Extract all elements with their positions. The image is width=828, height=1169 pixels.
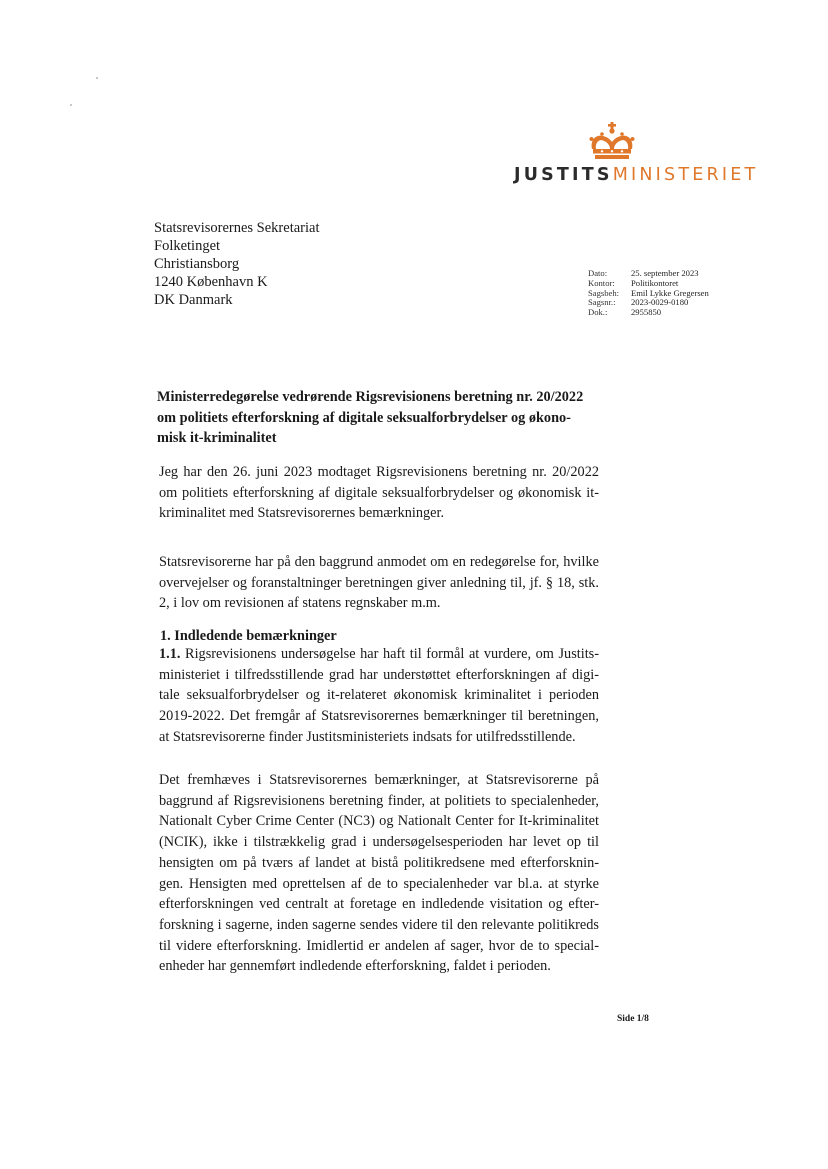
case-info-row-document — [588, 308, 709, 318]
paragraph-purpose-text: Rigsrevisionens undersøgelse har haft til formål at vurdere, om Justits-ministeriet i tilfredsstillende grad har understøttet efterforskningen af digi-tale seksualforbrydelser og it-relateret økonomisk kriminalitet i perioden 2019-2022. Det fremgår af Statsrevisorernes bemærkninger til beretningen, at Statsrevisorerne finder Justitsministeriets indsats for utilfredsstillende. — [159, 646, 599, 745]
case-info-value: 2023-0029-0180 — [631, 297, 689, 308]
address-line: Statsrevisorernes Sekretariat — [154, 220, 320, 236]
case-info-label: Kontor: — [588, 277, 615, 288]
section-heading: 1. Indledende bemærkninger — [160, 628, 337, 644]
page-number: Side 1/8 — [617, 1014, 649, 1024]
document-title: Ministerredegørelse vedrørende Rigsrevisionens beretning nr. 20/2022 om politiets efterforskning af digitale seksualforbrydelser og økono-misk it-kriminalitet — [157, 389, 584, 446]
case-info-label: Dok.: — [588, 307, 608, 318]
case-info-value: Politikontoret — [631, 277, 679, 288]
recipient-address — [154, 219, 319, 309]
paragraph-number: 1.1. — [159, 646, 181, 662]
paragraph-received: Jeg har den 26. juni 2023 modtaget Rigsrevisionens beretning nr. 20/2022 om politiets efterforskning af digitale seksualforbrydelser og økonomisk it-kriminalitet med Statsrevisorernes bemærkninger. — [159, 464, 599, 522]
case-info-block — [588, 269, 709, 318]
case-info-label: Sagsbeh: — [588, 287, 620, 298]
logo-text-part2: MINISTERIET — [612, 165, 759, 185]
address-line: Christiansborg — [154, 256, 240, 272]
address-line: DK Danmark — [154, 292, 233, 308]
case-info-value: 25. september 2023 — [631, 268, 699, 278]
address-line: Folketinget — [154, 238, 221, 254]
paragraph-special-units: Det fremhæves i Statsrevisorernes bemærkninger, at Statsrevisorerne på baggrund af Rigsrevisionens beretning finder, at politiets to specialenheder, Nationalt Cyber Crime Center (NC3) og Nationalt Center for It-kriminalitet (NCIK), ikke i tilstrækkelig grad i undersøgelsesperioden har levet op til hensigten om på tværs af landet at bistå politikredsene med efterforsknin-gen. Hensigten med oprettelsen af de to specialenheder var bl.a. at styrke efterforskningen ved centralt at foretage en indledende visitation og efter-forskning i sagerne, inden sagerne sendes videre til den relevante politikreds til videre efterforskning. Imidlertid er andelen af sager, hvor de to special-enheder har gennemført indledende efterforskning, faldet i perioden. — [159, 772, 599, 975]
case-info-label: Sagsnr.: — [588, 297, 616, 308]
case-info-label: Dato: — [588, 268, 608, 278]
scan-speck — [70, 104, 72, 106]
address-line: 1240 København K — [154, 274, 268, 290]
paragraph-purpose — [159, 644, 599, 748]
ministry-logo-text — [514, 165, 758, 185]
scan-speck — [96, 77, 98, 79]
case-info-value: 2955850 — [631, 307, 662, 318]
paragraph-request: Statsrevisorerne har på den baggrund anmodet om en redegørelse for, hvilke overvejelser og foranstaltninger beretningen giver anledning til, jf. § 18, stk. 2, i lov om revisionen af statens regnskaber m.m. — [159, 554, 599, 612]
logo-text-part1: JUSTITS — [514, 165, 613, 185]
crown-icon — [588, 122, 636, 160]
case-info-value: Emil Lykke Gregersen — [631, 287, 709, 298]
